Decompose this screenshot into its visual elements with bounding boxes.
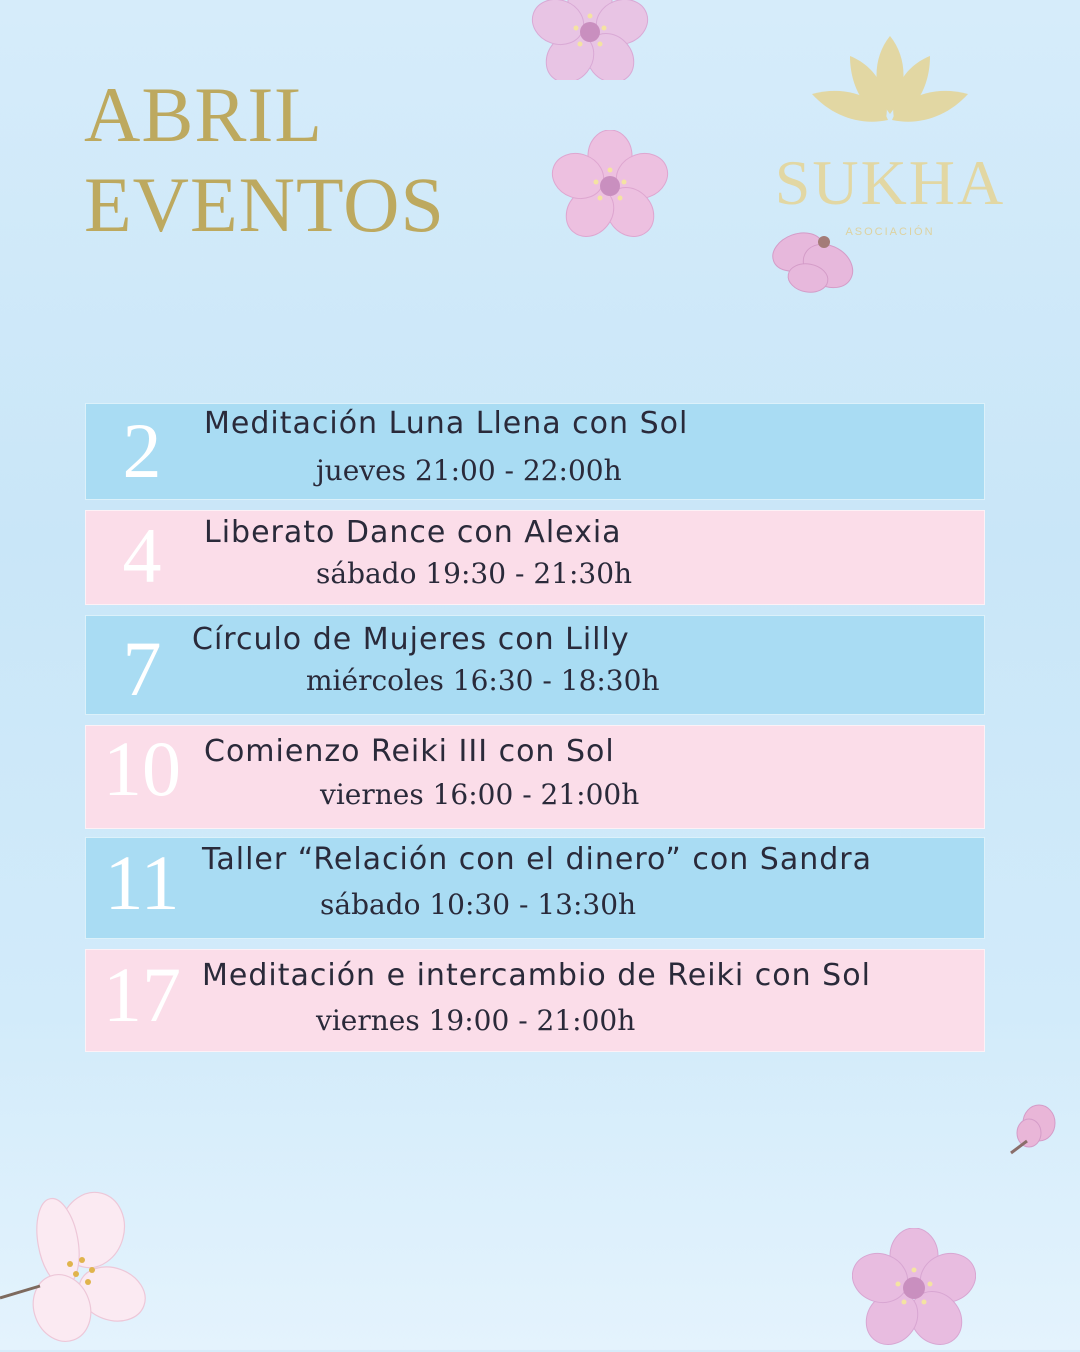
event-day: 10 (103, 725, 181, 812)
event-row (85, 949, 985, 1052)
event-day: 4 (122, 512, 162, 599)
event-title: Comienzo Reiki III con Sol (204, 734, 615, 769)
event-row (85, 837, 985, 939)
event-time: jueves 21:00 - 22:00h (316, 454, 622, 487)
event-row (85, 403, 985, 500)
logo-subtitle: ASOCIACIÓN (845, 226, 935, 238)
event-time: miércoles 16:30 - 18:30h (306, 664, 660, 697)
event-time: viernes 19:00 - 21:00h (316, 1004, 636, 1037)
event-title: Meditación e intercambio de Reiki con Sol (202, 958, 871, 993)
lotus-icon (810, 28, 970, 143)
logo-name: SUKHA (774, 147, 1006, 218)
cherry-blossom-icon (852, 1228, 976, 1352)
event-row (85, 510, 985, 605)
event-title: Taller “Relación con el dinero” con Sandra (202, 842, 872, 877)
event-time: sábado 10:30 - 13:30h (320, 888, 637, 921)
event-row (85, 615, 985, 715)
event-day: 7 (122, 625, 162, 712)
event-day: 11 (104, 839, 180, 926)
event-row (85, 725, 985, 829)
cherry-blossom-icon (550, 130, 670, 240)
event-day: 2 (122, 407, 162, 494)
event-title: Liberato Dance con Alexia (204, 515, 622, 550)
page-title (84, 70, 445, 250)
event-time: viernes 16:00 - 21:00h (320, 778, 640, 811)
title-line-month: ABRIL (84, 71, 323, 158)
event-title: Círculo de Mujeres con Lilly (192, 622, 630, 657)
event-time: sábado 19:30 - 21:30h (316, 557, 633, 590)
event-title: Meditación Luna Llena con Sol (204, 406, 689, 441)
event-day: 17 (103, 951, 181, 1038)
cherry-blossom-icon (1005, 1103, 1061, 1159)
cherry-blossom-icon (0, 1190, 150, 1350)
title-line-events: EVENTOS (84, 161, 445, 248)
cherry-blossom-icon (530, 0, 650, 80)
logo (770, 28, 1010, 238)
